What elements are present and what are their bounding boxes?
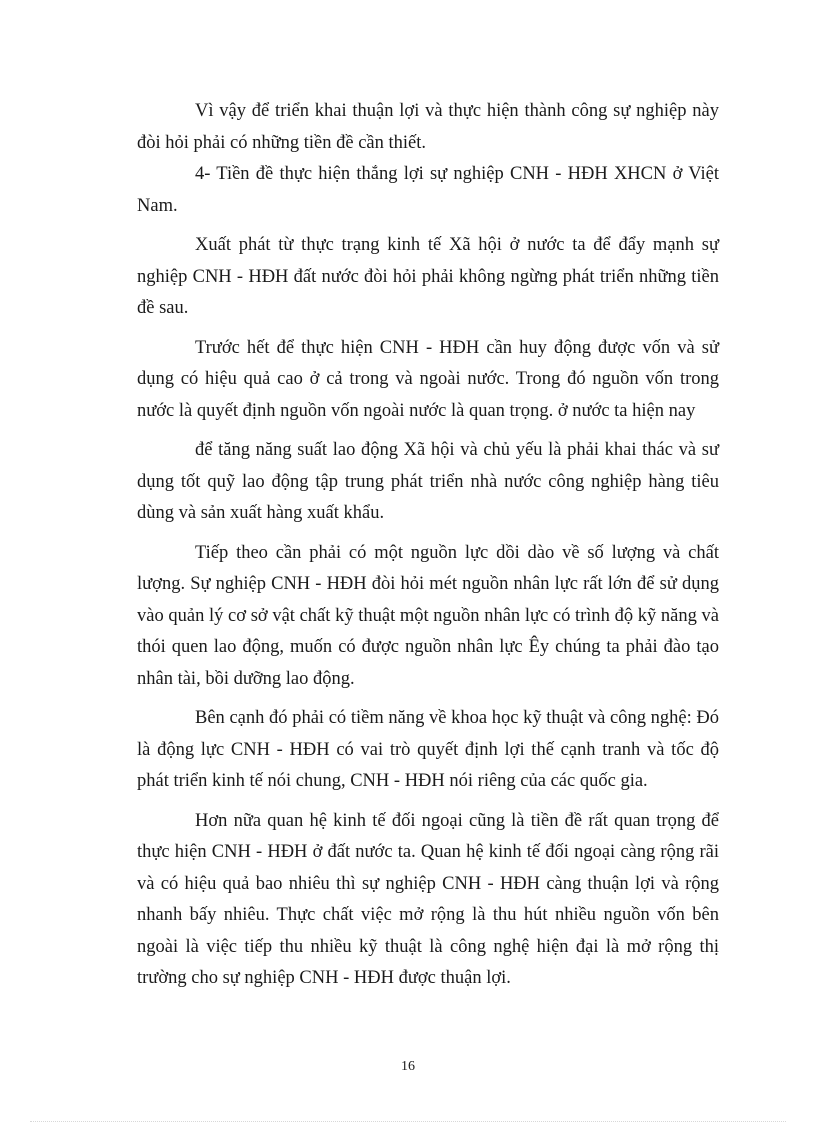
paragraph-foreign-relations: Hơn nữa quan hệ kinh tế đối ngoại cũng là tiền đề rất quan trọng để thực hiện CNH - HĐH ở đất nước ta. Quan hệ kinh tế đối ngoại càng rộng rãi và có hiệu quả bao nhiêu thì sự nghiệp CNH - HĐH càng thuận lợi và rộng nhanh bấy nhiêu. Thực chất việc mở rộng là thu hút nhiều nguồn vốn bên ngoài là việc tiếp thu nhiều kỹ thuật là công nghệ hiện đại là mở rộng thị trường cho sự nghiệp CNH - HĐH được thuận lợi.: [137, 810, 719, 988]
document-body: [137, 96, 719, 995]
paragraph-labor-productivity: để tăng năng suất lao động Xã hội và chủ yếu là phải khai thác và sư dụng tốt quỹ lao động tập trung phát triển nhà nước công nghiệp hàng tiêu dùng và sản xuất hàng xuất khẩu.: [137, 440, 719, 523]
paragraph-human-resources: Tiếp theo cần phải có một nguồn lực dồi dào về số lượng và chất lượng. Sự nghiệp CNH - HĐH đòi hỏi mét nguồn nhân lực rất lớn để sử dụng vào quản lý cơ sở vật chất kỹ thuật một nguồn nhân lực có trình độ kỹ năng và thói quen lao động, muốn có được nguồn nhân lực Êy chúng ta phải đào tạo nhân tài, bồi dưỡng lao động.: [137, 542, 719, 689]
page-bottom-divider: [30, 1121, 786, 1122]
paragraph-science-technology: Bên cạnh đó phải có tiềm năng về khoa học kỹ thuật và công nghệ: Đó là động lực CNH - HĐH có vai trò quyết định lợi thế cạnh tranh và tốc độ phát triển kinh tế nói chung, CNH - HĐH nói riêng của các quốc gia.: [137, 708, 719, 791]
paragraph-capital: Trước hết để thực hiện CNH - HĐH cần huy động được vốn và sử dụng có hiệu quả cao ở cả trong và ngoài nước. Trong đó nguồn vốn trong nước là quyết định nguồn vốn ngoài nước là quan trọng. ở nước ta hiện nay: [137, 337, 719, 421]
paragraph-origin: Xuất phát từ thực trạng kinh tế Xã hội ở nước ta để đẩy mạnh sự nghiệp CNH - HĐH đất nước đòi hỏi phải không ngừng phát triển những tiền đề sau.: [137, 235, 719, 318]
page-number: 16: [401, 1059, 415, 1074]
section-heading: 4- Tiền đề thực hiện thắng lợi sự nghiệp CNH - HĐH XHCN ở Việt Nam.: [137, 164, 719, 216]
paragraph-intro: Vì vậy để triển khai thuận lợi và thực hiện thành công sự nghiệp này đòi hỏi phải có những tiền đề cần thiết.: [137, 101, 719, 153]
